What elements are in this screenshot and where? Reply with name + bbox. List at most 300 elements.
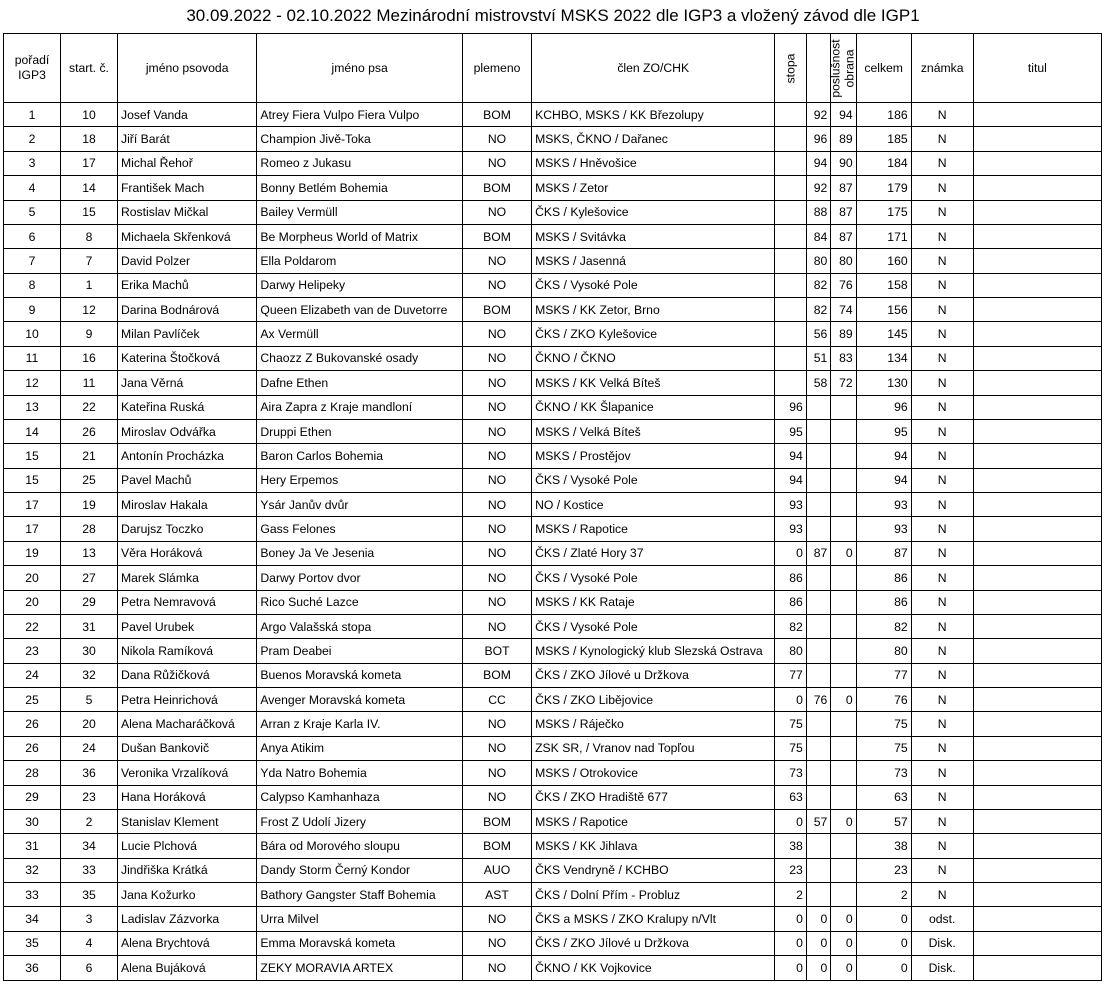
cell-titul xyxy=(973,176,1101,200)
cell-plemeno: NO xyxy=(462,785,531,809)
table-row xyxy=(4,346,1102,370)
cell-plemeno: NO xyxy=(462,736,531,760)
cell-plemeno: NO xyxy=(462,517,531,541)
cell-poradi: 9 xyxy=(4,298,61,322)
cell-start: 20 xyxy=(60,712,117,736)
cell-clen: MSKS / Svitávka xyxy=(532,224,775,248)
table-row xyxy=(4,761,1102,785)
cell-plemeno: NO xyxy=(462,371,531,395)
cell-plemeno: BOM xyxy=(462,224,531,248)
cell-plemeno: NO xyxy=(462,590,531,614)
cell-znamka: N xyxy=(911,785,973,809)
cell-znamka: N xyxy=(911,127,973,151)
cell-pes: Calypso Kamhanhaza xyxy=(257,785,463,809)
cell-celkem: 86 xyxy=(856,590,911,614)
cell-poslusnost xyxy=(806,761,830,785)
cell-stopa: 77 xyxy=(775,663,807,687)
table-row xyxy=(4,151,1102,175)
cell-stopa: 0 xyxy=(775,907,807,931)
cell-poslusnost xyxy=(806,419,830,443)
cell-titul xyxy=(973,956,1101,980)
cell-psovod: Miroslav Hakala xyxy=(117,493,256,517)
cell-pes: Ysár Janův dvůr xyxy=(257,493,463,517)
cell-celkem: 134 xyxy=(856,346,911,370)
cell-poradi: 1 xyxy=(4,103,61,127)
cell-pes: Bailey Vermüll xyxy=(257,200,463,224)
cell-clen: ČKS / Vysoké Pole xyxy=(532,566,775,590)
cell-poslusnost: 84 xyxy=(806,224,830,248)
cell-celkem: 63 xyxy=(856,785,911,809)
cell-psovod: David Polzer xyxy=(117,249,256,273)
cell-clen: ČKS / Vysoké Pole xyxy=(532,614,775,638)
cell-titul xyxy=(973,127,1101,151)
table-row xyxy=(4,956,1102,980)
cell-poslusnost: 92 xyxy=(806,176,830,200)
cell-clen: KCHBO, MSKS / KK Březolupy xyxy=(532,103,775,127)
cell-celkem: 76 xyxy=(856,688,911,712)
cell-start: 6 xyxy=(60,956,117,980)
cell-start: 13 xyxy=(60,541,117,565)
cell-stopa xyxy=(775,322,807,346)
cell-titul xyxy=(973,371,1101,395)
cell-pes: Yda Natro Bohemia xyxy=(257,761,463,785)
cell-pes: Aira Zapra z Kraje mandloní xyxy=(257,395,463,419)
cell-titul xyxy=(973,590,1101,614)
cell-start: 28 xyxy=(60,517,117,541)
table-row xyxy=(4,688,1102,712)
cell-stopa xyxy=(775,224,807,248)
cell-poradi: 12 xyxy=(4,371,61,395)
cell-celkem: 75 xyxy=(856,712,911,736)
cell-poradi: 6 xyxy=(4,224,61,248)
cell-poslusnost xyxy=(806,883,830,907)
cell-znamka: N xyxy=(911,541,973,565)
cell-celkem: 87 xyxy=(856,541,911,565)
col-header-psovod: jméno psovoda xyxy=(117,34,256,103)
cell-celkem: 185 xyxy=(856,127,911,151)
cell-psovod: Nikola Ramíková xyxy=(117,639,256,663)
table-row xyxy=(4,663,1102,687)
cell-start: 8 xyxy=(60,224,117,248)
cell-obrana xyxy=(831,614,856,638)
cell-stopa xyxy=(775,371,807,395)
cell-titul xyxy=(973,688,1101,712)
cell-obrana xyxy=(831,590,856,614)
cell-start: 21 xyxy=(60,444,117,468)
col-header-stopa xyxy=(775,34,807,103)
cell-clen: ZSK SR, / Vranov nad Topľou xyxy=(532,736,775,760)
cell-celkem: 73 xyxy=(856,761,911,785)
cell-psovod: Dana Růžičková xyxy=(117,663,256,687)
cell-poradi: 29 xyxy=(4,785,61,809)
cell-titul xyxy=(973,809,1101,833)
cell-pes: Ella Poldarom xyxy=(257,249,463,273)
col-header-plemeno: plemeno xyxy=(462,34,531,103)
cell-znamka: N xyxy=(911,566,973,590)
cell-titul xyxy=(973,200,1101,224)
results-table xyxy=(3,33,1102,981)
cell-clen: ČKS Vendryně / KCHBO xyxy=(532,858,775,882)
cell-plemeno: NO xyxy=(462,541,531,565)
cell-psovod: Kateřina Ruská xyxy=(117,395,256,419)
table-row xyxy=(4,395,1102,419)
cell-start: 17 xyxy=(60,151,117,175)
cell-titul xyxy=(973,103,1101,127)
cell-pes: Argo Valašská stopa xyxy=(257,614,463,638)
cell-stopa: 0 xyxy=(775,956,807,980)
cell-poslusnost: 56 xyxy=(806,322,830,346)
cell-poslusnost: 0 xyxy=(806,956,830,980)
cell-titul xyxy=(973,541,1101,565)
results-body xyxy=(4,103,1102,981)
cell-pes: Dandy Storm Černý Kondor xyxy=(257,858,463,882)
col-header-poradi: pořadí IGP3 xyxy=(4,34,61,103)
cell-poradi: 35 xyxy=(4,931,61,955)
cell-stopa: 93 xyxy=(775,517,807,541)
cell-obrana: 94 xyxy=(831,103,856,127)
page-title: 30.09.2022 - 02.10.2022 Mezinárodní mistrovství MSKS 2022 dle IGP3 a vložený závod dle IGP1 xyxy=(186,6,920,25)
cell-poslusnost: 76 xyxy=(806,688,830,712)
cell-obrana xyxy=(831,736,856,760)
cell-poslusnost: 82 xyxy=(806,298,830,322)
cell-start: 10 xyxy=(60,103,117,127)
cell-poradi: 10 xyxy=(4,322,61,346)
cell-obrana: 72 xyxy=(831,371,856,395)
cell-start: 19 xyxy=(60,493,117,517)
cell-titul xyxy=(973,151,1101,175)
cell-clen: MSKS / Rapotice xyxy=(532,809,775,833)
cell-clen: ČKS / Dolní Přím - Probluz xyxy=(532,883,775,907)
cell-pes: Bonny Betlém Bohemia xyxy=(257,176,463,200)
cell-znamka: N xyxy=(911,273,973,297)
cell-plemeno: NO xyxy=(462,468,531,492)
table-row xyxy=(4,931,1102,955)
cell-plemeno: NO xyxy=(462,151,531,175)
cell-poradi: 7 xyxy=(4,249,61,273)
cell-celkem: 93 xyxy=(856,517,911,541)
cell-znamka: N xyxy=(911,249,973,273)
table-row xyxy=(4,541,1102,565)
cell-titul xyxy=(973,468,1101,492)
cell-obrana: 74 xyxy=(831,298,856,322)
cell-psovod: Darujsz Toczko xyxy=(117,517,256,541)
cell-stopa xyxy=(775,298,807,322)
table-row xyxy=(4,712,1102,736)
cell-plemeno: NO xyxy=(462,444,531,468)
col-header-poslusnost xyxy=(806,34,843,103)
cell-stopa: 94 xyxy=(775,444,807,468)
cell-poradi: 8 xyxy=(4,273,61,297)
cell-poradi: 22 xyxy=(4,614,61,638)
cell-pes: Pram Deabei xyxy=(257,639,463,663)
cell-celkem: 171 xyxy=(856,224,911,248)
cell-start: 29 xyxy=(60,590,117,614)
cell-psovod: Veronika Vrzalíková xyxy=(117,761,256,785)
col-header-celkem: celkem xyxy=(856,34,911,103)
cell-obrana xyxy=(831,663,856,687)
cell-znamka: N xyxy=(911,200,973,224)
cell-znamka: N xyxy=(911,176,973,200)
cell-obrana: 0 xyxy=(831,931,856,955)
cell-psovod: Erika Machů xyxy=(117,273,256,297)
cell-pes: Emma Moravská kometa xyxy=(257,931,463,955)
cell-psovod: Petra Heinrichová xyxy=(117,688,256,712)
cell-poslusnost xyxy=(806,493,830,517)
cell-znamka: N xyxy=(911,712,973,736)
cell-poradi: 15 xyxy=(4,444,61,468)
cell-pes: Be Morpheus World of Matrix xyxy=(257,224,463,248)
cell-znamka: N xyxy=(911,590,973,614)
cell-psovod: Stanislav Klement xyxy=(117,809,256,833)
cell-pes: Buenos Moravská kometa xyxy=(257,663,463,687)
cell-znamka: N xyxy=(911,517,973,541)
cell-poslusnost: 0 xyxy=(806,907,830,931)
cell-pes: Champion Jivě-Toka xyxy=(257,127,463,151)
cell-znamka: N xyxy=(911,224,973,248)
cell-stopa: 95 xyxy=(775,419,807,443)
cell-pes: Rico Suché Lazce xyxy=(257,590,463,614)
cell-psovod: Miroslav Odvářka xyxy=(117,419,256,443)
cell-poradi: 20 xyxy=(4,566,61,590)
table-row xyxy=(4,834,1102,858)
cell-celkem: 38 xyxy=(856,834,911,858)
cell-start: 12 xyxy=(60,298,117,322)
cell-start: 36 xyxy=(60,761,117,785)
cell-celkem: 96 xyxy=(856,395,911,419)
cell-clen: MSKS / Jasenná xyxy=(532,249,775,273)
cell-plemeno: NO xyxy=(462,956,531,980)
cell-obrana: 76 xyxy=(831,273,856,297)
cell-znamka: N xyxy=(911,663,973,687)
cell-titul xyxy=(973,419,1101,443)
cell-poradi: 15 xyxy=(4,468,61,492)
cell-psovod: Věra Horáková xyxy=(117,541,256,565)
cell-obrana xyxy=(831,858,856,882)
cell-titul xyxy=(973,663,1101,687)
cell-stopa: 96 xyxy=(775,395,807,419)
cell-poslusnost xyxy=(806,858,830,882)
cell-start: 32 xyxy=(60,663,117,687)
cell-poradi: 5 xyxy=(4,200,61,224)
cell-celkem: 93 xyxy=(856,493,911,517)
cell-poslusnost: 94 xyxy=(806,151,830,175)
cell-titul xyxy=(973,322,1101,346)
cell-start: 31 xyxy=(60,614,117,638)
cell-clen: ČKS / Vysoké Pole xyxy=(532,468,775,492)
cell-celkem: 175 xyxy=(856,200,911,224)
cell-stopa xyxy=(775,273,807,297)
cell-poslusnost: 96 xyxy=(806,127,830,151)
cell-start: 16 xyxy=(60,346,117,370)
cell-poradi: 23 xyxy=(4,639,61,663)
cell-psovod: Alena Macharáčková xyxy=(117,712,256,736)
cell-poslusnost: 87 xyxy=(806,541,830,565)
cell-znamka: N xyxy=(911,493,973,517)
cell-poradi: 3 xyxy=(4,151,61,175)
header-row xyxy=(4,34,1102,103)
cell-titul xyxy=(973,834,1101,858)
table-row xyxy=(4,249,1102,273)
cell-pes: Dafne Ethen xyxy=(257,371,463,395)
cell-poradi: 4 xyxy=(4,176,61,200)
cell-plemeno: NO xyxy=(462,761,531,785)
cell-stopa xyxy=(775,127,807,151)
cell-start: 25 xyxy=(60,468,117,492)
cell-poslusnost xyxy=(806,444,830,468)
cell-stopa: 80 xyxy=(775,639,807,663)
cell-obrana: 0 xyxy=(831,907,856,931)
cell-znamka: N xyxy=(911,419,973,443)
cell-obrana xyxy=(831,761,856,785)
cell-psovod: Jana Kožurko xyxy=(117,883,256,907)
cell-psovod: Michal Řehoř xyxy=(117,151,256,175)
cell-titul xyxy=(973,761,1101,785)
cell-plemeno: BOT xyxy=(462,639,531,663)
cell-znamka: N xyxy=(911,639,973,663)
table-row xyxy=(4,809,1102,833)
cell-plemeno: BOM xyxy=(462,834,531,858)
cell-stopa xyxy=(775,176,807,200)
col-header-start: start. č. xyxy=(60,34,117,103)
cell-pes: Urra Milvel xyxy=(257,907,463,931)
cell-clen: MSKS / Hněvošice xyxy=(532,151,775,175)
cell-poslusnost: 80 xyxy=(806,249,830,273)
cell-stopa: 0 xyxy=(775,809,807,833)
cell-plemeno: BOM xyxy=(462,663,531,687)
cell-celkem: 86 xyxy=(856,566,911,590)
cell-pes: Frost Z Udolí Jizery xyxy=(257,809,463,833)
cell-clen: MSKS / Velká Bíteš xyxy=(532,419,775,443)
table-row xyxy=(4,298,1102,322)
cell-stopa: 93 xyxy=(775,493,807,517)
table-row xyxy=(4,224,1102,248)
cell-start: 30 xyxy=(60,639,117,663)
cell-obrana xyxy=(831,493,856,517)
table-row xyxy=(4,200,1102,224)
table-row xyxy=(4,322,1102,346)
cell-start: 24 xyxy=(60,736,117,760)
cell-obrana xyxy=(831,468,856,492)
cell-stopa xyxy=(775,346,807,370)
cell-poradi: 20 xyxy=(4,590,61,614)
cell-plemeno: BOM xyxy=(462,176,531,200)
table-row xyxy=(4,371,1102,395)
cell-celkem: 77 xyxy=(856,663,911,687)
cell-obrana xyxy=(831,395,856,419)
cell-clen: MSKS / Kynologický klub Slezská Ostrava xyxy=(532,639,775,663)
cell-clen: ČKS / ZKO Jílové u Držkova xyxy=(532,663,775,687)
cell-celkem: 0 xyxy=(856,956,911,980)
table-row xyxy=(4,468,1102,492)
cell-znamka: N xyxy=(911,468,973,492)
cell-znamka: N xyxy=(911,809,973,833)
cell-start: 34 xyxy=(60,834,117,858)
cell-start: 18 xyxy=(60,127,117,151)
cell-znamka: N xyxy=(911,371,973,395)
cell-titul xyxy=(973,273,1101,297)
cell-poslusnost xyxy=(806,395,830,419)
cell-obrana: 87 xyxy=(831,200,856,224)
cell-znamka: N xyxy=(911,395,973,419)
cell-plemeno: NO xyxy=(462,395,531,419)
cell-plemeno: AUO xyxy=(462,858,531,882)
cell-start: 27 xyxy=(60,566,117,590)
cell-clen: ČKS / Zlaté Hory 37 xyxy=(532,541,775,565)
cell-stopa: 63 xyxy=(775,785,807,809)
cell-celkem: 0 xyxy=(856,907,911,931)
col-header-pes: jméno psa xyxy=(257,34,463,103)
cell-poradi: 19 xyxy=(4,541,61,565)
cell-plemeno: NO xyxy=(462,907,531,931)
cell-poslusnost xyxy=(806,785,830,809)
cell-obrana xyxy=(831,517,856,541)
cell-poradi: 14 xyxy=(4,419,61,443)
cell-titul xyxy=(973,712,1101,736)
cell-titul xyxy=(973,614,1101,638)
cell-celkem: 158 xyxy=(856,273,911,297)
cell-stopa: 75 xyxy=(775,736,807,760)
cell-psovod: Michaela Skřenková xyxy=(117,224,256,248)
table-row xyxy=(4,590,1102,614)
cell-psovod: Pavel Urubek xyxy=(117,614,256,638)
cell-poslusnost: 57 xyxy=(806,809,830,833)
table-row xyxy=(4,517,1102,541)
cell-celkem: 0 xyxy=(856,931,911,955)
cell-obrana xyxy=(831,639,856,663)
cell-pes: Baron Carlos Bohemia xyxy=(257,444,463,468)
cell-titul xyxy=(973,493,1101,517)
cell-znamka: N xyxy=(911,151,973,175)
cell-psovod: Antonín Procházka xyxy=(117,444,256,468)
cell-stopa: 73 xyxy=(775,761,807,785)
cell-titul xyxy=(973,444,1101,468)
cell-plemeno: NO xyxy=(462,127,531,151)
table-row xyxy=(4,907,1102,931)
cell-poradi: 33 xyxy=(4,883,61,907)
cell-clen: MSKS / KK Zetor, Brno xyxy=(532,298,775,322)
cell-pes: Arran z Kraje Karla IV. xyxy=(257,712,463,736)
cell-poradi: 13 xyxy=(4,395,61,419)
cell-poradi: 11 xyxy=(4,346,61,370)
cell-plemeno: NO xyxy=(462,322,531,346)
cell-plemeno: NO xyxy=(462,346,531,370)
cell-pes: Druppi Ethen xyxy=(257,419,463,443)
table-row xyxy=(4,883,1102,907)
cell-start: 22 xyxy=(60,395,117,419)
cell-obrana: 0 xyxy=(831,956,856,980)
cell-poslusnost xyxy=(806,468,830,492)
cell-znamka: N xyxy=(911,346,973,370)
cell-stopa: 0 xyxy=(775,931,807,955)
cell-psovod: Pavel Machů xyxy=(117,468,256,492)
cell-titul xyxy=(973,249,1101,273)
cell-psovod: Alena Bujáková xyxy=(117,956,256,980)
col-header-poslusnost-label: poslušnost xyxy=(828,38,843,98)
cell-start: 11 xyxy=(60,371,117,395)
cell-pes: Darwy Portov dvor xyxy=(257,566,463,590)
cell-clen: ČKS / ZKO Jílové u Držkova xyxy=(532,931,775,955)
cell-stopa: 82 xyxy=(775,614,807,638)
cell-poslusnost xyxy=(806,639,830,663)
cell-plemeno: BOM xyxy=(462,103,531,127)
cell-plemeno: NO xyxy=(462,493,531,517)
table-row xyxy=(4,444,1102,468)
cell-stopa: 0 xyxy=(775,688,807,712)
cell-poslusnost xyxy=(806,517,830,541)
cell-titul xyxy=(973,639,1101,663)
cell-celkem: 75 xyxy=(856,736,911,760)
cell-plemeno: CC xyxy=(462,688,531,712)
